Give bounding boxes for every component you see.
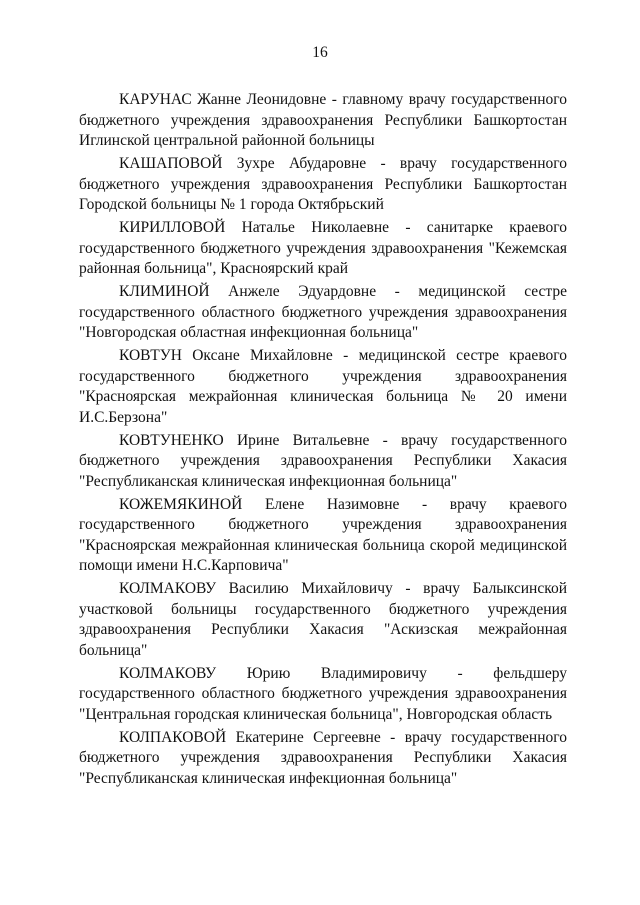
list-item: КОВТУНЕНКО Ирине Витальевне - врачу государственного бюджетного учреждения здравоохранения Республики Хакасия "Республиканская клиническая инфекционная больница"	[79, 431, 567, 490]
list-item: КАРУНАС Жанне Леонидовне - главному врачу государственного бюджетного учреждения здравоохранения Республики Башкортостан Иглинской центральной районной больницы	[79, 91, 567, 149]
list-item: КЛИМИНОЙ Анжеле Эдуардовне - медицинской сестре государственного областного бюджетного учреждения здравоохранения "Новгородская областная инфекционная больница"	[79, 283, 567, 341]
page-number: 16	[312, 44, 328, 61]
list-item: КАШАПОВОЙ Зухре Абударовне - врачу государственного бюджетного учреждения здравоохранения Республики Башкортостан Городской больницы № 1 города Октябрьский	[79, 155, 567, 213]
list-item: КОЖЕМЯКИНОЙ Елене Назимовне - врачу краевого государственного бюджетного учреждения здравоохранения "Красноярская межрайонная клиническая больница скорой медицинской помощи имени Н.С.Карповича"	[79, 495, 567, 574]
list-item: КОЛМАКОВУ Юрию Владимировичу - фельдшеру государственного областного бюджетного учреждения здравоохранения "Центральная городская клиническая больница", Новгородская область	[79, 664, 567, 723]
list-item: КОЛПАКОВОЙ Екатерине Сергеевне - врачу государственного бюджетного учреждения здравоохранения Республики Хакасия "Республиканская клиническая инфекционная больница"	[79, 728, 567, 787]
list-item: КОВТУН Оксане Михайловне - медицинской сестре краевого государственного бюджетного учреждения здравоохранения "Красноярская межрайонная клиническая больница № 20 имени И.С.Берзона"	[79, 347, 567, 426]
award-list	[79, 90, 567, 792]
list-item: КОЛМАКОВУ Василию Михайловичу - врачу Балыксинской участковой больницы государственного бюджетного учреждения здравоохранения Республики Хакасия "Аскизская межрайонная больница"	[79, 580, 567, 659]
list-item: КИРИЛЛОВОЙ Наталье Николаевне - санитарке краевого государственного бюджетного учреждения здравоохранения "Кежемская районная больница", Красноярский край	[79, 219, 567, 277]
